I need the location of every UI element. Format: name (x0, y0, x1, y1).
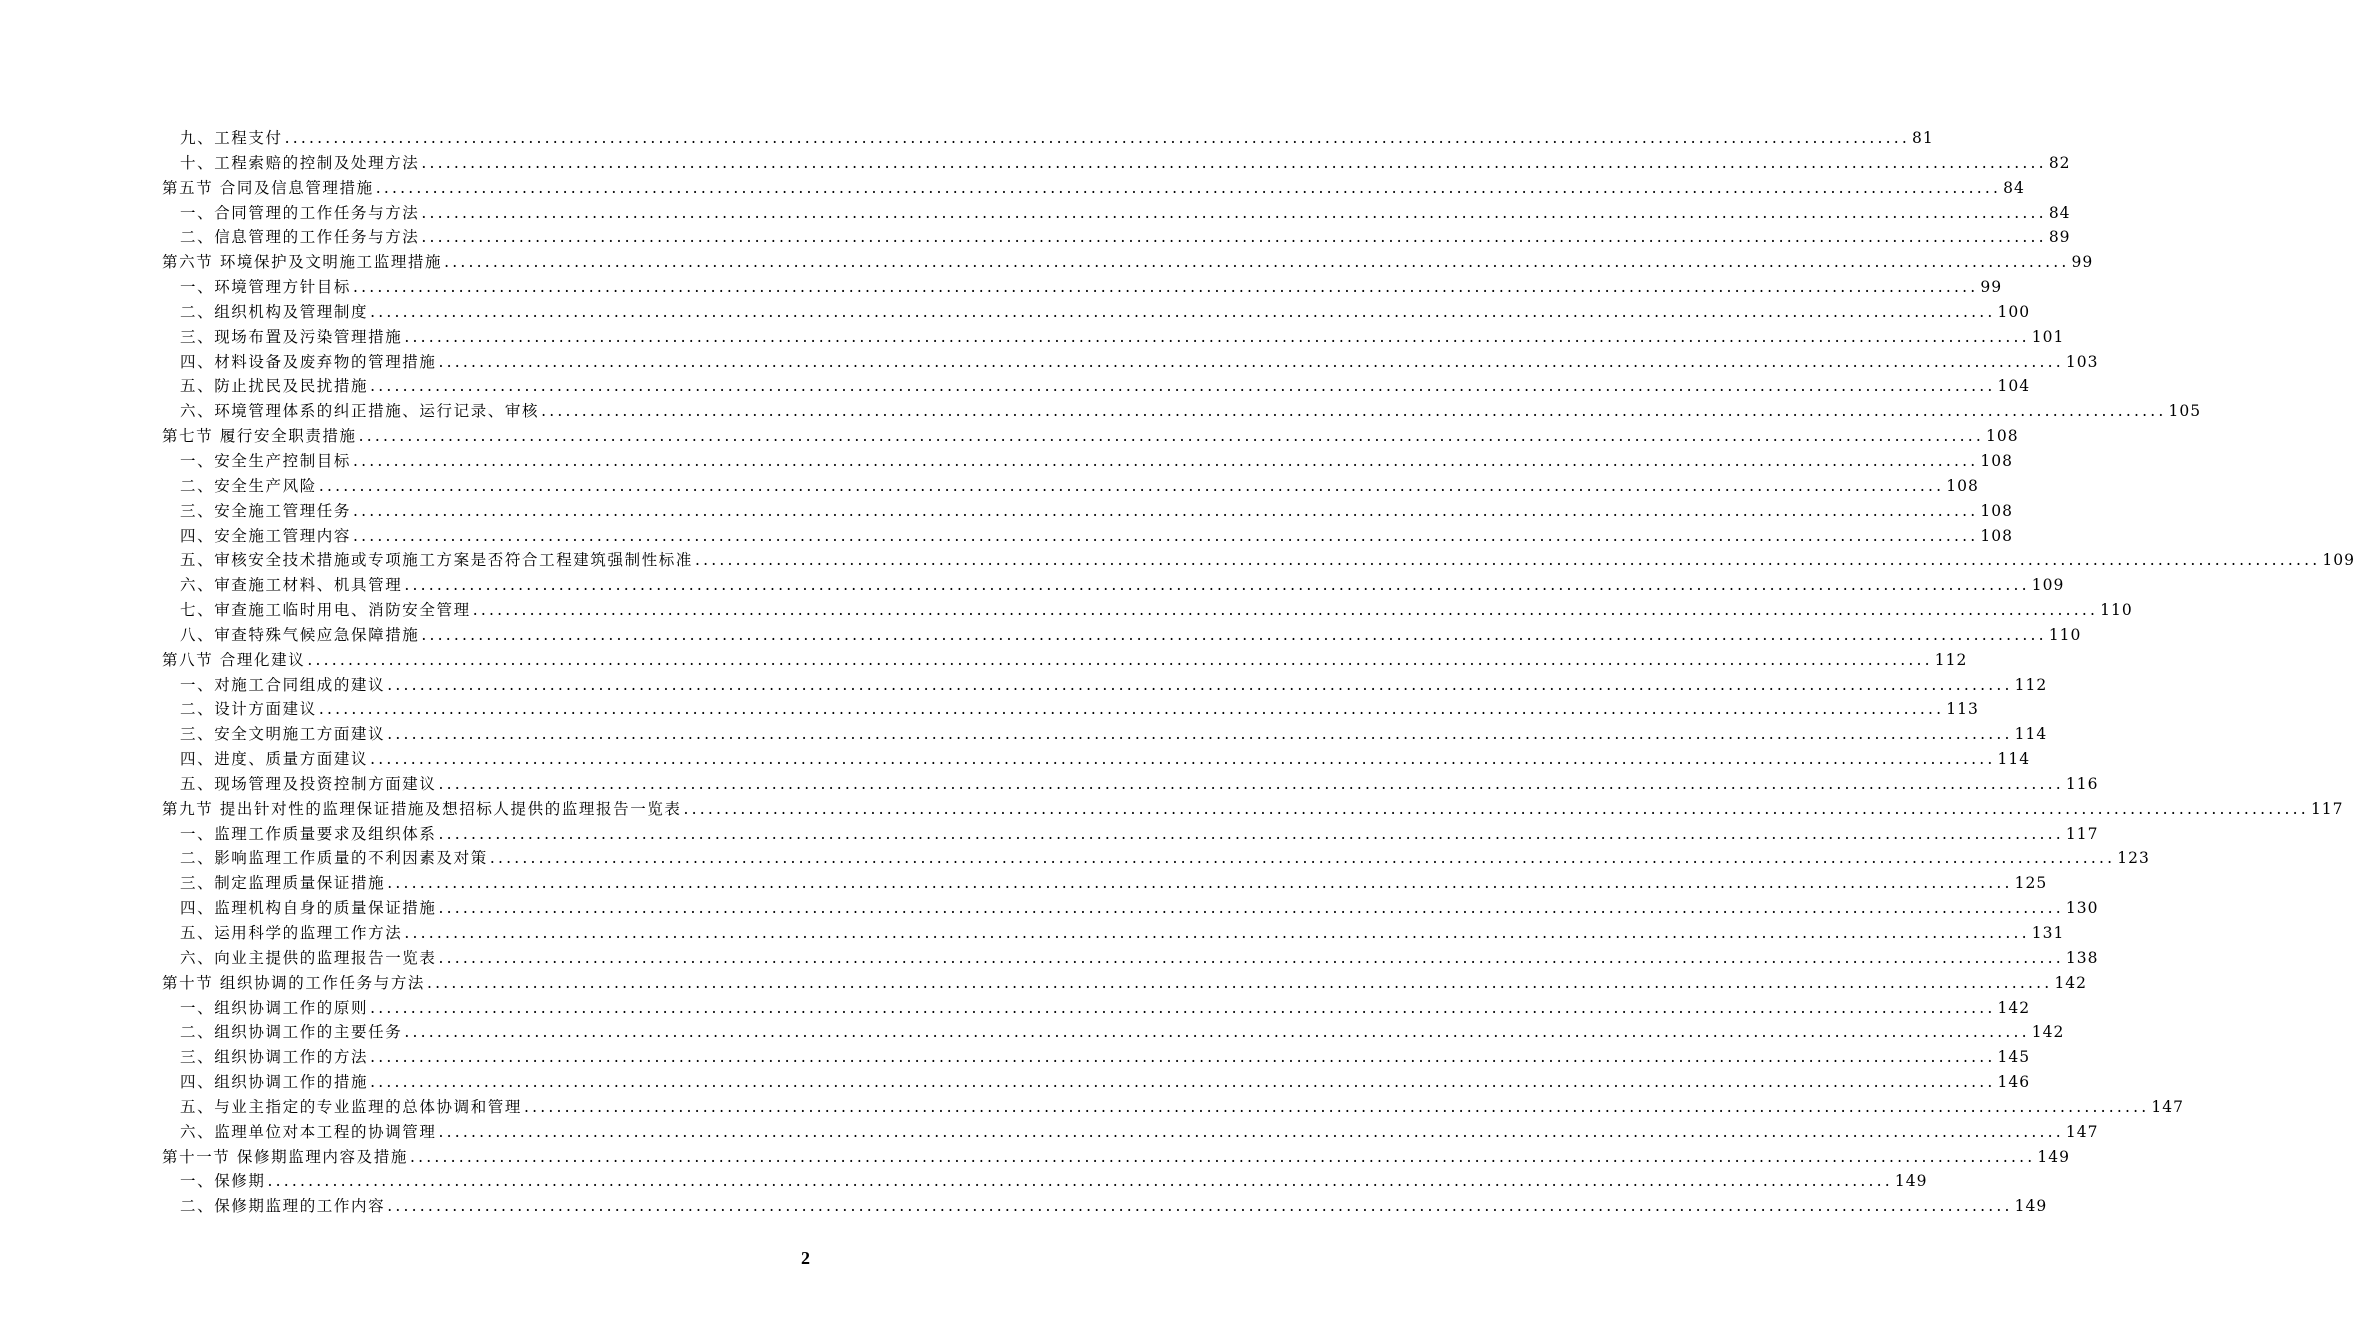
toc-entry-label: 一、安全生产控制目标 (180, 451, 352, 470)
dot-leader: ........................................................................................................................................................................................................ (387, 675, 2013, 694)
toc-subsection-entry[interactable] (162, 300, 2031, 325)
toc-subsection-entry[interactable] (162, 573, 2065, 598)
toc-subsection-entry[interactable] (162, 126, 1934, 151)
toc-entry-label: 一、保修期 (180, 1172, 266, 1191)
toc-entry-page-number: 114 (2014, 725, 2048, 744)
toc-entry-label: 二、设计方面建议 (180, 700, 317, 719)
toc-subsection-entry[interactable] (162, 822, 2099, 847)
dot-leader: ........................................................................................................................................................................................................ (353, 526, 1979, 545)
toc-section-entry[interactable] (162, 971, 2088, 996)
toc-entry-page-number: 113 (1946, 700, 1979, 719)
toc-entry-label: 第五节 合同及信息管理措施 (162, 178, 374, 197)
toc-entry-label: 九、工程支付 (180, 129, 283, 147)
toc-entry-page-number: 130 (2065, 899, 2099, 918)
toc-section-entry[interactable] (162, 424, 2019, 449)
toc-subsection-entry[interactable] (162, 325, 2065, 350)
toc-section-entry[interactable] (162, 797, 2344, 822)
toc-entry-label: 六、监理单位对本工程的协调管理 (180, 1122, 437, 1141)
toc-subsection-entry[interactable] (162, 846, 2150, 871)
toc-entry-page-number: 108 (1980, 501, 2014, 520)
toc-entry-page-number: 146 (1997, 1073, 2031, 1092)
dot-leader: ........................................................................................................................................................................................................ (358, 427, 1985, 446)
toc-entry-page-number: 125 (2014, 874, 2048, 893)
toc-entry-page-number: 108 (1980, 451, 2014, 470)
dot-leader: ........................................................................................................................................................................................................ (438, 352, 2064, 371)
toc-entry-page-number: 100 (1997, 302, 2031, 321)
toc-entry-label: 三、安全文明施工方面建议 (180, 725, 386, 744)
toc-entry-page-number: 110 (2048, 625, 2082, 644)
toc-entry-label: 四、进度、质量方面建议 (180, 750, 369, 769)
toc-subsection-entry[interactable] (162, 871, 2048, 896)
toc-entry-label: 一、环境管理方针目标 (180, 278, 352, 297)
toc-entry-label: 二、安全生产风险 (180, 476, 317, 495)
dot-leader: ........................................................................................................................................................................................................ (404, 576, 2030, 595)
dot-leader: ........................................................................................................................................................................................................ (438, 948, 2064, 967)
dot-leader: ........................................................................................................................................................................................................ (444, 253, 2070, 272)
toc-entry-page-number: 117 (2065, 824, 2099, 843)
toc-subsection-entry[interactable] (162, 673, 2048, 698)
dot-leader: ........................................................................................................................................................................................................ (421, 228, 2047, 247)
dot-leader: ........................................................................................................................................................................................................ (284, 129, 1911, 147)
toc-entry-label: 十、工程索赔的控制及处理方法 (180, 153, 420, 172)
toc-subsection-entry[interactable] (162, 1045, 2031, 1070)
toc-subsection-entry[interactable] (162, 151, 2071, 176)
toc-entry-label: 二、组织机构及管理制度 (180, 302, 369, 321)
toc-entry-page-number: 103 (2065, 352, 2099, 371)
toc-section-entry[interactable] (162, 648, 1968, 673)
toc-entry-label: 二、信息管理的工作任务与方法 (180, 228, 420, 247)
toc-subsection-entry[interactable] (162, 1095, 2185, 1120)
dot-leader: ........................................................................................................................................................................................................ (353, 501, 1979, 520)
dot-leader: ........................................................................................................................................................................................................ (541, 402, 2167, 421)
dot-leader: ........................................................................................................................................................................................................ (524, 1097, 2150, 1116)
toc-entry-page-number: 104 (1997, 377, 2031, 396)
toc-entry-label: 四、监理机构自身的质量保证措施 (180, 899, 437, 918)
dot-leader: ........................................................................................................................................................................................................ (387, 874, 2013, 893)
toc-entry-page-number: 149 (2037, 1147, 2070, 1166)
toc-entry-label: 三、组织协调工作的方法 (180, 1048, 369, 1067)
toc-entry-page-number: 81 (1912, 129, 1934, 147)
dot-leader: ........................................................................................................................................................................................................ (438, 774, 2064, 793)
dot-leader: ........................................................................................................................................................................................................ (683, 799, 2309, 818)
toc-entry-label: 三、安全施工管理任务 (180, 501, 352, 520)
toc-entry-page-number: 84 (2048, 203, 2071, 222)
toc-entry-label: 第六节 环境保护及文明施工监理措施 (162, 253, 443, 272)
toc-entry-page-number: 145 (1997, 1048, 2031, 1067)
toc-entry-page-number: 112 (2014, 675, 2048, 694)
toc-entry-page-number: 108 (1986, 427, 2019, 446)
toc-entry-label: 四、安全施工管理内容 (180, 526, 352, 545)
toc-subsection-entry[interactable] (162, 1120, 2099, 1145)
toc-entry-page-number: 131 (2031, 924, 2065, 942)
toc-entry-label: 第七节 履行安全职责措施 (162, 427, 357, 446)
dot-leader: ........................................................................................................................................................................................................ (695, 551, 2321, 570)
toc-entry-label: 六、审查施工材料、机具管理 (180, 576, 403, 595)
toc-entry-page-number: 147 (2065, 1122, 2099, 1141)
toc-subsection-entry[interactable] (162, 474, 1979, 499)
toc-entry-page-number: 105 (2168, 402, 2202, 421)
toc-entry-label: 八、审查特殊气候应急保障措施 (180, 625, 420, 644)
dot-leader: ........................................................................................................................................................................................................ (370, 377, 1996, 396)
dot-leader: ........................................................................................................................................................................................................ (421, 203, 2047, 222)
toc-entry-label: 六、向业主提供的监理报告一览表 (180, 948, 437, 967)
toc-subsection-entry[interactable] (162, 225, 2071, 250)
toc-subsection-entry[interactable] (162, 524, 2014, 549)
dot-leader: ........................................................................................................................................................................................................ (438, 824, 2064, 843)
toc-entry-page-number: 99 (1980, 278, 2003, 297)
toc-subsection-entry[interactable] (162, 697, 1979, 722)
dot-leader: ........................................................................................................................................................................................................ (404, 1023, 2030, 1042)
toc-entry-page-number: 117 (2310, 799, 2344, 818)
dot-leader: ........................................................................................................................................................................................................ (375, 178, 2002, 197)
toc-entry-label: 一、合同管理的工作任务与方法 (180, 203, 420, 222)
dot-leader: ........................................................................................................................................................................................................ (267, 1172, 1893, 1191)
toc-entry-page-number: 109 (2322, 551, 2355, 570)
toc-entry-label: 二、组织协调工作的主要任务 (180, 1023, 403, 1042)
dot-leader: ........................................................................................................................................................................................................ (472, 601, 2099, 620)
dot-leader: ........................................................................................................................................................................................................ (370, 1048, 1996, 1067)
toc-entry-label: 一、对施工合同组成的建议 (180, 675, 386, 694)
toc-entry-label: 三、制定监理质量保证措施 (180, 874, 386, 893)
toc-entry-page-number: 147 (2151, 1097, 2185, 1116)
toc-section-entry[interactable] (162, 176, 2025, 201)
toc-entry-label: 五、防止扰民及民扰措施 (180, 377, 369, 396)
toc-subsection-entry[interactable] (162, 1194, 2048, 1219)
dot-leader: ........................................................................................................................................................................................................ (370, 750, 1996, 769)
toc-section-entry[interactable] (162, 250, 2094, 275)
toc-subsection-entry[interactable] (162, 623, 2082, 648)
toc-subsection-entry[interactable] (162, 1020, 2065, 1045)
toc-subsection-entry[interactable] (162, 946, 2099, 971)
dot-leader: ........................................................................................................................................................................................................ (438, 1122, 2064, 1141)
toc-entry-label: 四、组织协调工作的措施 (180, 1073, 369, 1092)
toc-entry-page-number: 149 (2014, 1197, 2048, 1216)
dot-leader: ........................................................................................................................................................................................................ (489, 849, 2116, 868)
toc-entry-page-number: 149 (1894, 1172, 1928, 1191)
toc-entry-label: 五、现场管理及投资控制方面建议 (180, 774, 437, 793)
toc-entry-label: 七、审查施工临时用电、消防安全管理 (180, 601, 471, 620)
toc-entry-label: 第十节 组织协调的工作任务与方法 (162, 973, 426, 992)
toc-subsection-entry[interactable] (162, 399, 2202, 424)
toc-entry-page-number: 142 (2054, 973, 2088, 992)
toc-entry-label: 二、保修期监理的工作内容 (180, 1197, 386, 1216)
dot-leader: ........................................................................................................................................................................................................ (404, 924, 2030, 942)
toc-entry-label: 第八节 合理化建议 (162, 650, 306, 669)
toc-subsection-entry[interactable] (162, 772, 2099, 797)
toc-entry-page-number: 142 (2031, 1023, 2065, 1042)
toc-subsection-entry[interactable] (162, 996, 2031, 1021)
toc-entry-page-number: 123 (2117, 849, 2150, 868)
toc-subsection-entry[interactable] (162, 449, 2014, 474)
table-of-contents (162, 126, 2355, 1219)
dot-leader: ........................................................................................................................................................................................................ (318, 700, 1945, 719)
dot-leader: ........................................................................................................................................................................................................ (421, 153, 2047, 172)
toc-entry-label: 五、运用科学的监理工作方法 (180, 924, 403, 942)
dot-leader: ........................................................................................................................................................................................................ (404, 327, 2030, 346)
toc-entry-label: 第十一节 保修期监理内容及措施 (162, 1147, 408, 1166)
toc-subsection-entry[interactable] (162, 201, 2071, 226)
toc-entry-page-number: 101 (2031, 327, 2065, 346)
toc-subsection-entry[interactable] (162, 548, 2355, 573)
toc-entry-label: 五、与业主指定的专业监理的总体协调和管理 (180, 1097, 523, 1116)
toc-entry-page-number: 112 (1934, 650, 1968, 669)
dot-leader: ........................................................................................................................................................................................................ (370, 302, 1996, 321)
toc-subsection-entry[interactable] (162, 499, 2014, 524)
toc-subsection-entry[interactable] (162, 374, 2031, 399)
dot-leader: ........................................................................................................................................................................................................ (353, 278, 1979, 297)
toc-entry-page-number: 108 (1946, 476, 1979, 495)
dot-leader: ........................................................................................................................................................................................................ (409, 1147, 2036, 1166)
page-number: 2 (801, 1248, 810, 1268)
toc-subsection-entry[interactable] (162, 747, 2031, 772)
dot-leader: ........................................................................................................................................................................................................ (427, 973, 2053, 992)
toc-subsection-entry[interactable] (162, 896, 2099, 921)
toc-subsection-entry[interactable] (162, 350, 2099, 375)
toc-entry-page-number: 116 (2065, 774, 2099, 793)
toc-entry-label: 第九节 提出针对性的监理保证措施及想招标人提供的监理报告一览表 (162, 799, 682, 818)
toc-entry-label: 六、环境管理体系的纠正措施、运行记录、审核 (180, 402, 540, 421)
toc-subsection-entry[interactable] (162, 921, 2065, 946)
toc-subsection-entry[interactable] (162, 275, 2003, 300)
toc-entry-page-number: 89 (2048, 228, 2071, 247)
toc-entry-page-number: 108 (1980, 526, 2014, 545)
toc-entry-label: 一、监理工作质量要求及组织体系 (180, 824, 437, 843)
toc-entry-page-number: 142 (1997, 998, 2031, 1017)
toc-entry-page-number: 138 (2065, 948, 2099, 967)
dot-leader: ........................................................................................................................................................................................................ (307, 650, 1933, 669)
dot-leader: ........................................................................................................................................................................................................ (353, 451, 1979, 470)
toc-entry-label: 二、影响监理工作质量的不利因素及对策 (180, 849, 488, 868)
dot-leader: ........................................................................................................................................................................................................ (318, 476, 1945, 495)
toc-subsection-entry[interactable] (162, 722, 2048, 747)
toc-subsection-entry[interactable] (162, 1070, 2031, 1095)
dot-leader: ........................................................................................................................................................................................................ (387, 1197, 2013, 1216)
dot-leader: ........................................................................................................................................................................................................ (370, 1073, 1996, 1092)
toc-entry-label: 三、现场布置及污染管理措施 (180, 327, 403, 346)
toc-entry-label: 五、审核安全技术措施或专项施工方案是否符合工程建筑强制性标准 (180, 551, 694, 570)
toc-entry-label: 一、组织协调工作的原则 (180, 998, 369, 1017)
dot-leader: ........................................................................................................................................................................................................ (370, 998, 1996, 1017)
toc-entry-page-number: 109 (2031, 576, 2065, 595)
toc-subsection-entry[interactable] (162, 1169, 1928, 1194)
toc-entry-page-number: 110 (2100, 601, 2133, 620)
toc-subsection-entry[interactable] (162, 598, 2133, 623)
toc-entry-label: 四、材料设备及废弃物的管理措施 (180, 352, 437, 371)
dot-leader: ........................................................................................................................................................................................................ (421, 625, 2047, 644)
toc-entry-page-number: 99 (2071, 253, 2094, 272)
toc-section-entry[interactable] (162, 1145, 2070, 1170)
toc-entry-page-number: 114 (1997, 750, 2031, 769)
dot-leader: ........................................................................................................................................................................................................ (387, 725, 2013, 744)
toc-entry-page-number: 82 (2048, 153, 2071, 172)
toc-entry-page-number: 84 (2003, 178, 2025, 197)
dot-leader: ........................................................................................................................................................................................................ (438, 899, 2064, 918)
